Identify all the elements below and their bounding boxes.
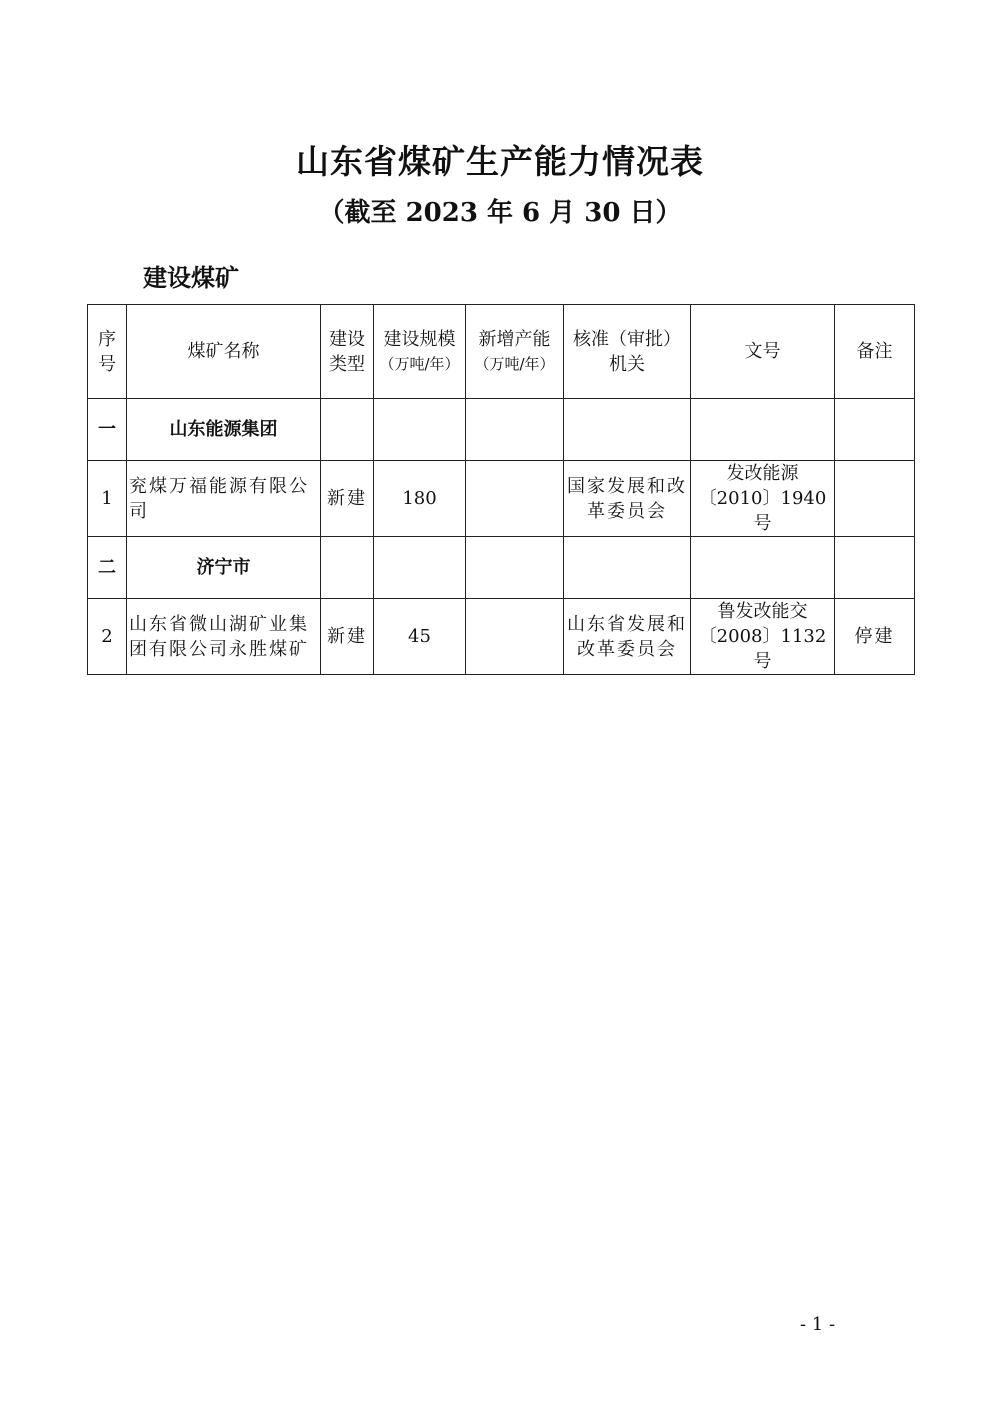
header-doc: 文号 <box>691 305 835 399</box>
cell-scale: 180 <box>374 461 466 537</box>
cell-type: 新建 <box>321 461 374 537</box>
cell-new-capacity <box>466 461 564 537</box>
group-name: 济宁市 <box>127 537 321 599</box>
header-new-label: 新增产能 <box>478 328 551 350</box>
cell-scale: 45 <box>374 599 466 675</box>
header-remark: 备注 <box>835 305 915 399</box>
table-row <box>88 599 915 675</box>
group-row <box>88 399 915 461</box>
header-type: 建设类型 <box>321 305 374 399</box>
group-number: 二 <box>88 537 127 599</box>
cell-name: 兖煤万福能源有限公司 <box>127 461 321 537</box>
section-title: 建设煤矿 <box>143 263 239 292</box>
cell-type: 新建 <box>321 599 374 675</box>
header-new-unit: （万吨/年） <box>474 354 555 373</box>
cell-approver: 国家发展和改革委员会 <box>564 461 691 537</box>
cell-seq: 2 <box>88 599 127 675</box>
cell-name: 山东省微山湖矿业集团有限公司永胜煤矿 <box>127 599 321 675</box>
cell-seq: 1 <box>88 461 127 537</box>
header-scale-label: 建设规模 <box>383 328 456 350</box>
cell-doc: 鲁发改能交〔2008〕1132 号 <box>691 599 835 675</box>
cell-doc: 发改能源〔2010〕1940 号 <box>691 461 835 537</box>
header-scale <box>374 305 466 399</box>
table-row <box>88 461 915 537</box>
header-scale-unit: （万吨/年） <box>379 354 460 373</box>
header-approver: 核准（审批）机关 <box>564 305 691 399</box>
cell-approver: 山东省发展和改革委员会 <box>564 599 691 675</box>
cell-remark: 停建 <box>835 599 915 675</box>
group-number: 一 <box>88 399 127 461</box>
cell-remark <box>835 461 915 537</box>
header-seq: 序号 <box>88 305 127 399</box>
group-name: 山东能源集团 <box>127 399 321 461</box>
table-header-row <box>88 305 915 399</box>
page-title: 山东省煤矿生产能力情况表 <box>296 142 704 181</box>
cell-new-capacity <box>466 599 564 675</box>
coal-mine-table <box>87 304 915 675</box>
page-subtitle: （截至 2023 年 6 月 30 日） <box>318 198 682 228</box>
header-new-capacity <box>466 305 564 399</box>
header-name: 煤矿名称 <box>127 305 321 399</box>
group-row <box>88 537 915 599</box>
page-number: - 1 - <box>800 1314 836 1335</box>
